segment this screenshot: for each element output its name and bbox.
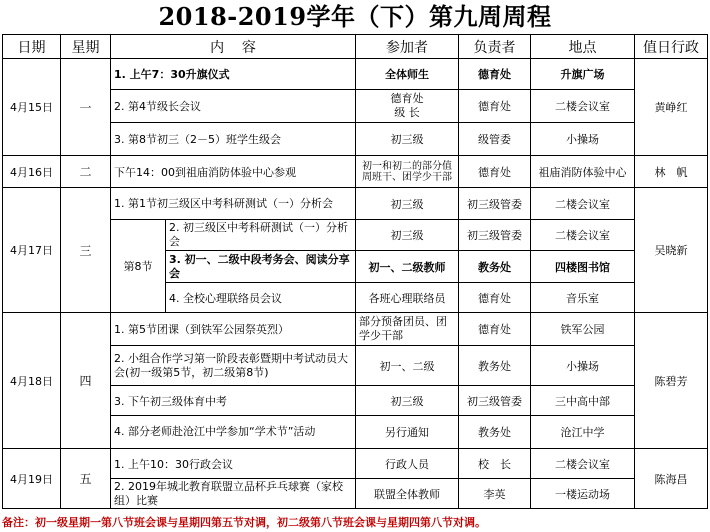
header-date: 日期 bbox=[3, 35, 61, 59]
page-title: 2018-2019学年（下）第九周周程 bbox=[158, 2, 552, 31]
owner-cell: 初三级管委 bbox=[459, 188, 531, 220]
content-cell: 3. 下午初三级体育中考 bbox=[111, 386, 356, 416]
table-row bbox=[3, 59, 708, 90]
header-participants: 参加者 bbox=[356, 35, 459, 59]
duty-cell: 吴晓新 bbox=[635, 188, 708, 313]
place-cell: 二楼会议室 bbox=[531, 90, 635, 123]
participants-cell: 初三级 bbox=[356, 386, 459, 416]
footer-note: 备注：初一级星期一第八节班会课与星期四第五节对调，初二级第八节班会课与星期四第八节对调。 bbox=[2, 516, 486, 529]
place-cell: 三中高中部 bbox=[531, 386, 635, 416]
header-duty: 值日行政 bbox=[635, 35, 708, 59]
participants-cell: 各班心理联络员 bbox=[356, 283, 459, 313]
period-cell: 第8节 bbox=[111, 220, 166, 313]
content-cell: 2. 2019年城北教育联盟立品杯乒乓球赛（家校组）比赛 bbox=[111, 479, 356, 509]
header-weekday: 星期 bbox=[61, 35, 111, 59]
owner-cell: 德育处 bbox=[459, 90, 531, 123]
participants-cell: 初一和初二的部分值周班干、团学少干部 bbox=[356, 156, 459, 188]
owner-cell: 教务处 bbox=[459, 346, 531, 386]
place-cell: 一楼运动场 bbox=[531, 479, 635, 509]
place-cell: 升旗广场 bbox=[531, 59, 635, 90]
content-cell: 下午14：00到祖庙消防体验中心参观 bbox=[111, 156, 356, 188]
participants-cell: 初一、二级教师 bbox=[356, 251, 459, 283]
weekday-cell: 一 bbox=[61, 59, 111, 156]
participants-cell: 初三级 bbox=[356, 188, 459, 220]
content-cell: 1. 第5节团课（到铁军公园祭英烈） bbox=[111, 313, 356, 346]
duty-cell: 陈海昌 bbox=[635, 449, 708, 509]
participants-cell: 初三级 bbox=[356, 220, 459, 251]
header-row bbox=[3, 35, 708, 59]
weekday-cell: 二 bbox=[61, 156, 111, 188]
table-row bbox=[3, 313, 708, 346]
header-place: 地点 bbox=[531, 35, 635, 59]
schedule-table bbox=[2, 34, 708, 509]
owner-cell: 教务处 bbox=[459, 416, 531, 449]
content-cell: 2. 初三级区中考科研测试（一）分析会 bbox=[166, 220, 356, 251]
place-cell: 沧江中学 bbox=[531, 416, 635, 449]
place-cell: 小操场 bbox=[531, 123, 635, 156]
owner-cell: 德育处 bbox=[459, 313, 531, 346]
owner-cell: 德育处 bbox=[459, 283, 531, 313]
duty-cell: 陈碧芳 bbox=[635, 313, 708, 449]
content-cell: 4. 部分老师赴沧江中学参加“学术节”活动 bbox=[111, 416, 356, 449]
content-cell: 1. 上午10：30行政会议 bbox=[111, 449, 356, 479]
content-cell: 3. 第8节初三（2－5）班学生级会 bbox=[111, 123, 356, 156]
header-content: 内 容 bbox=[111, 35, 356, 59]
content-cell: 1. 第1节初三级区中考科研测试（一）分析会 bbox=[111, 188, 356, 220]
content-cell: 4. 全校心理联络员会议 bbox=[166, 283, 356, 313]
place-cell: 小操场 bbox=[531, 346, 635, 386]
duty-cell: 林 帆 bbox=[635, 156, 708, 188]
owner-cell: 初三级管委 bbox=[459, 220, 531, 251]
weekday-cell: 四 bbox=[61, 313, 111, 449]
place-cell: 二楼会议室 bbox=[531, 188, 635, 220]
participants-cell: 部分预备团员、团学少干部 bbox=[356, 313, 459, 346]
duty-cell: 黄峥红 bbox=[635, 59, 708, 156]
owner-cell: 德育处 bbox=[459, 59, 531, 90]
participants-cell: 初三级 bbox=[356, 123, 459, 156]
content-cell: 2. 小组合作学习第一阶段表彰暨期中考试动员大会(初一级第5节，初二级第8节) bbox=[111, 346, 356, 386]
participants-cell: 初一、二级 bbox=[356, 346, 459, 386]
place-cell: 四楼图书馆 bbox=[531, 251, 635, 283]
owner-cell: 李英 bbox=[459, 479, 531, 509]
place-cell: 音乐室 bbox=[531, 283, 635, 313]
table-row bbox=[3, 188, 708, 220]
weekday-cell: 三 bbox=[61, 188, 111, 313]
header-owner: 负责者 bbox=[459, 35, 531, 59]
date-cell: 4月16日 bbox=[3, 156, 61, 188]
content-cell: 3. 初一、二级中段考务会、阅读分享会 bbox=[166, 251, 356, 283]
owner-cell: 级管委 bbox=[459, 123, 531, 156]
participants-cell: 全体师生 bbox=[356, 59, 459, 90]
place-cell: 祖庙消防体验中心 bbox=[531, 156, 635, 188]
participants-cell: 另行通知 bbox=[356, 416, 459, 449]
owner-cell: 初三级管委 bbox=[459, 386, 531, 416]
participants-cell: 德育处 级 长 bbox=[356, 90, 459, 123]
table-row bbox=[3, 449, 708, 479]
participants-cell: 联盟全体教师 bbox=[356, 479, 459, 509]
content-cell: 2. 第4节级长会议 bbox=[111, 90, 356, 123]
content-cell: 1. 上午7：30升旗仪式 bbox=[111, 59, 356, 90]
date-cell: 4月19日 bbox=[3, 449, 61, 509]
date-cell: 4月15日 bbox=[3, 59, 61, 156]
owner-cell: 教务处 bbox=[459, 251, 531, 283]
place-cell: 二楼会议室 bbox=[531, 220, 635, 251]
owner-cell: 校 长 bbox=[459, 449, 531, 479]
participants-cell: 行政人员 bbox=[356, 449, 459, 479]
date-cell: 4月18日 bbox=[3, 313, 61, 449]
place-cell: 铁军公园 bbox=[531, 313, 635, 346]
date-cell: 4月17日 bbox=[3, 188, 61, 313]
place-cell: 二楼会议室 bbox=[531, 449, 635, 479]
weekday-cell: 五 bbox=[61, 449, 111, 509]
table-row bbox=[3, 156, 708, 188]
owner-cell: 德育处 bbox=[459, 156, 531, 188]
